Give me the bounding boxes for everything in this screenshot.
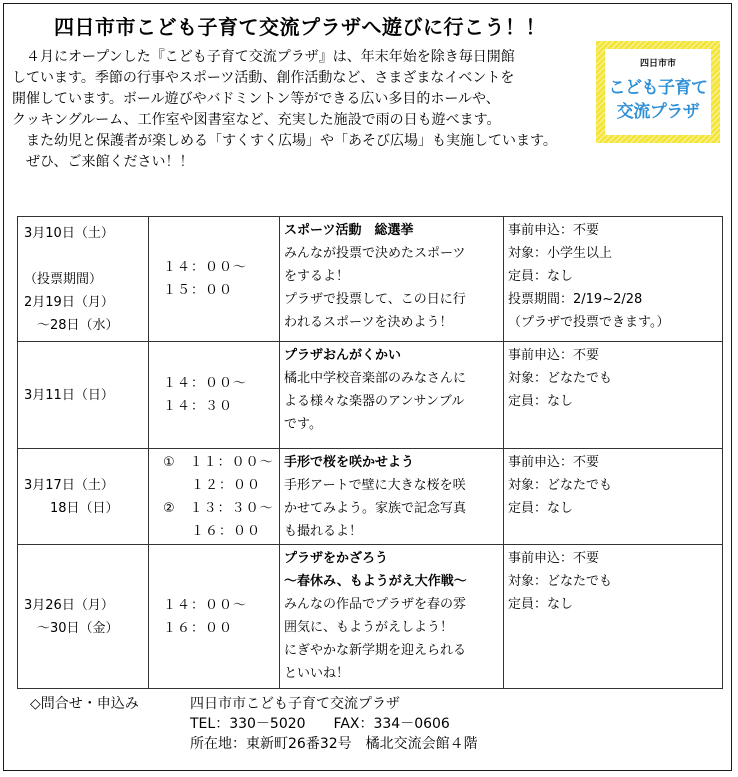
logo-city-label: 四日市市	[639, 59, 676, 69]
event-description-line: プラザで投票して、この日に行	[284, 292, 466, 307]
event-description-line: かせてみよう。家族で記念写真	[284, 501, 467, 516]
event-description-line: 手形アートで壁に大きな桜を咲	[284, 478, 466, 493]
intro-line: また幼児と保護者が楽しめる「すくすく広場」や「あそび広場」も実施しています。	[12, 133, 557, 149]
contact-address: 所在地：東新町26番32号 橘北交流会館４階	[190, 736, 478, 752]
event-date	[18, 217, 149, 342]
event-info-line: 定員：なし	[508, 394, 574, 409]
event-info	[504, 342, 723, 449]
event-row	[18, 217, 723, 342]
event-date-line: ～30日（金）	[24, 620, 119, 636]
event-description-line: をするよ！	[284, 269, 350, 284]
event-info-line: 対象：どなたでも	[508, 574, 613, 589]
event-date	[18, 449, 149, 545]
event-date-line: 3月26日（月）	[24, 597, 114, 613]
plaza-logo	[596, 41, 720, 143]
event-info	[504, 217, 723, 342]
event-title: スポーツ活動 総選挙	[284, 223, 414, 238]
event-date-line: ～28日（水）	[24, 317, 119, 333]
contact-label: ◇問合せ・申込み	[30, 696, 139, 712]
event-time-line: １６：００	[163, 523, 262, 539]
event-title: プラザをかざろう	[284, 551, 389, 566]
event-time-line: １４：００～	[163, 376, 248, 391]
event-title: 手形で桜を咲かせよう	[284, 455, 415, 470]
flyer-title: 四日市市こども子育て交流プラザへ遊びに行こう！！	[54, 15, 546, 39]
event-time-line: １４：００～	[163, 260, 248, 275]
event-title: ～春休み、もようがえ大作戦～	[284, 574, 467, 589]
event-date-line: 3月10日（土）	[24, 225, 114, 241]
event-description-line: 囲気に、もようがえしよう！	[284, 620, 454, 635]
event-info-line: 事前申込：不要	[508, 348, 600, 363]
event-date	[18, 545, 149, 689]
event-content	[280, 449, 504, 545]
event-content	[280, 545, 504, 689]
event-description-line: も撮れるよ！	[284, 524, 363, 539]
event-date-line: 18日（日）	[24, 500, 119, 516]
event-time-line: ② １３：３０～	[163, 500, 274, 516]
intro-line: しています。季節の行事やスポーツ活動、創作活動など、さまざまなイベントを	[12, 70, 515, 86]
event-time	[149, 449, 280, 545]
event-info-line: （プラザで投票できます。）	[508, 315, 670, 330]
logo-name-line2: 交流プラザ	[616, 102, 700, 122]
event-info	[504, 545, 723, 689]
event-info-line: 定員：なし	[508, 501, 574, 516]
event-time	[149, 217, 280, 342]
event-info-line: 投票期間：2/19~2/28	[508, 292, 643, 307]
event-time-line: １４：００～	[163, 597, 248, 613]
event-content	[280, 217, 504, 342]
event-description-line: 橘北中学校音楽部のみなさんに	[284, 371, 467, 386]
contact-org: 四日市市こども子育て交流プラザ	[190, 696, 400, 712]
event-row	[18, 449, 723, 545]
event-time-line: ① １１：００～	[163, 454, 274, 470]
event-date-line: 3月17日（土）	[24, 477, 114, 493]
event-row	[18, 342, 723, 449]
event-info	[504, 449, 723, 545]
event-description-line: みんなが投票で決めたスポーツ	[284, 246, 466, 261]
event-time-line: １２：００	[163, 477, 262, 493]
event-description-line: にぎやかな新学期を迎えられる	[284, 643, 467, 658]
event-title: プラザおんがくかい	[284, 348, 402, 363]
event-date-line	[24, 245, 144, 268]
event-info-line: 事前申込：不要	[508, 551, 600, 566]
event-description-line: といいね！	[284, 666, 350, 681]
event-info-line: 定員：なし	[508, 269, 574, 284]
event-date-line: （投票期間）	[24, 271, 103, 287]
intro-line: ４月にオープンした『こども子育て交流プラザ』は、年末年始を除き毎日開館	[12, 49, 515, 65]
event-info-line: 対象：小学生以上	[508, 246, 613, 261]
event-info-line: 事前申込：不要	[508, 223, 600, 238]
intro-line: 開催しています。ボール遊びやバドミントン等ができる広い多目的ホールや、	[12, 91, 500, 107]
event-content	[280, 342, 504, 449]
event-time	[149, 342, 280, 449]
contact-row-org	[30, 694, 710, 714]
contact-phone: TEL：330－5020 FAX：334－0606	[190, 716, 450, 732]
event-schedule-table	[17, 216, 723, 689]
event-date	[18, 342, 149, 449]
event-description-line: みんなの作品でプラザを春の雰	[284, 597, 467, 612]
event-info-line: 対象：どなたでも	[508, 371, 613, 386]
event-description-line: よる様々な楽器のアンサンブル	[284, 394, 465, 409]
intro-paragraph	[12, 47, 632, 173]
event-date-line: 3月11日（日）	[24, 387, 114, 403]
event-info-line: 定員：なし	[508, 597, 574, 612]
event-time-line: １６：００	[163, 620, 234, 636]
contact-section	[30, 694, 710, 754]
event-description-line: です。	[284, 417, 322, 432]
intro-line: ぜひ、ご来館ください！！	[12, 154, 194, 170]
event-time-line: １５：００	[163, 283, 234, 298]
event-date-line: 2月19日（月）	[24, 294, 114, 310]
event-description-line: われるスポーツを決めよう！	[284, 315, 453, 330]
event-info-line: 対象：どなたでも	[508, 478, 613, 493]
logo-name-line1: こども子育て	[608, 78, 708, 98]
event-info-line: 事前申込：不要	[508, 455, 600, 470]
event-row	[18, 545, 723, 689]
event-time	[149, 545, 280, 689]
logo-panel	[605, 49, 711, 135]
intro-line: クッキングルーム、工作室や図書室など、充実した施設で雨の日も遊べます。	[12, 112, 501, 128]
event-time-line: １４：３０	[163, 399, 234, 414]
